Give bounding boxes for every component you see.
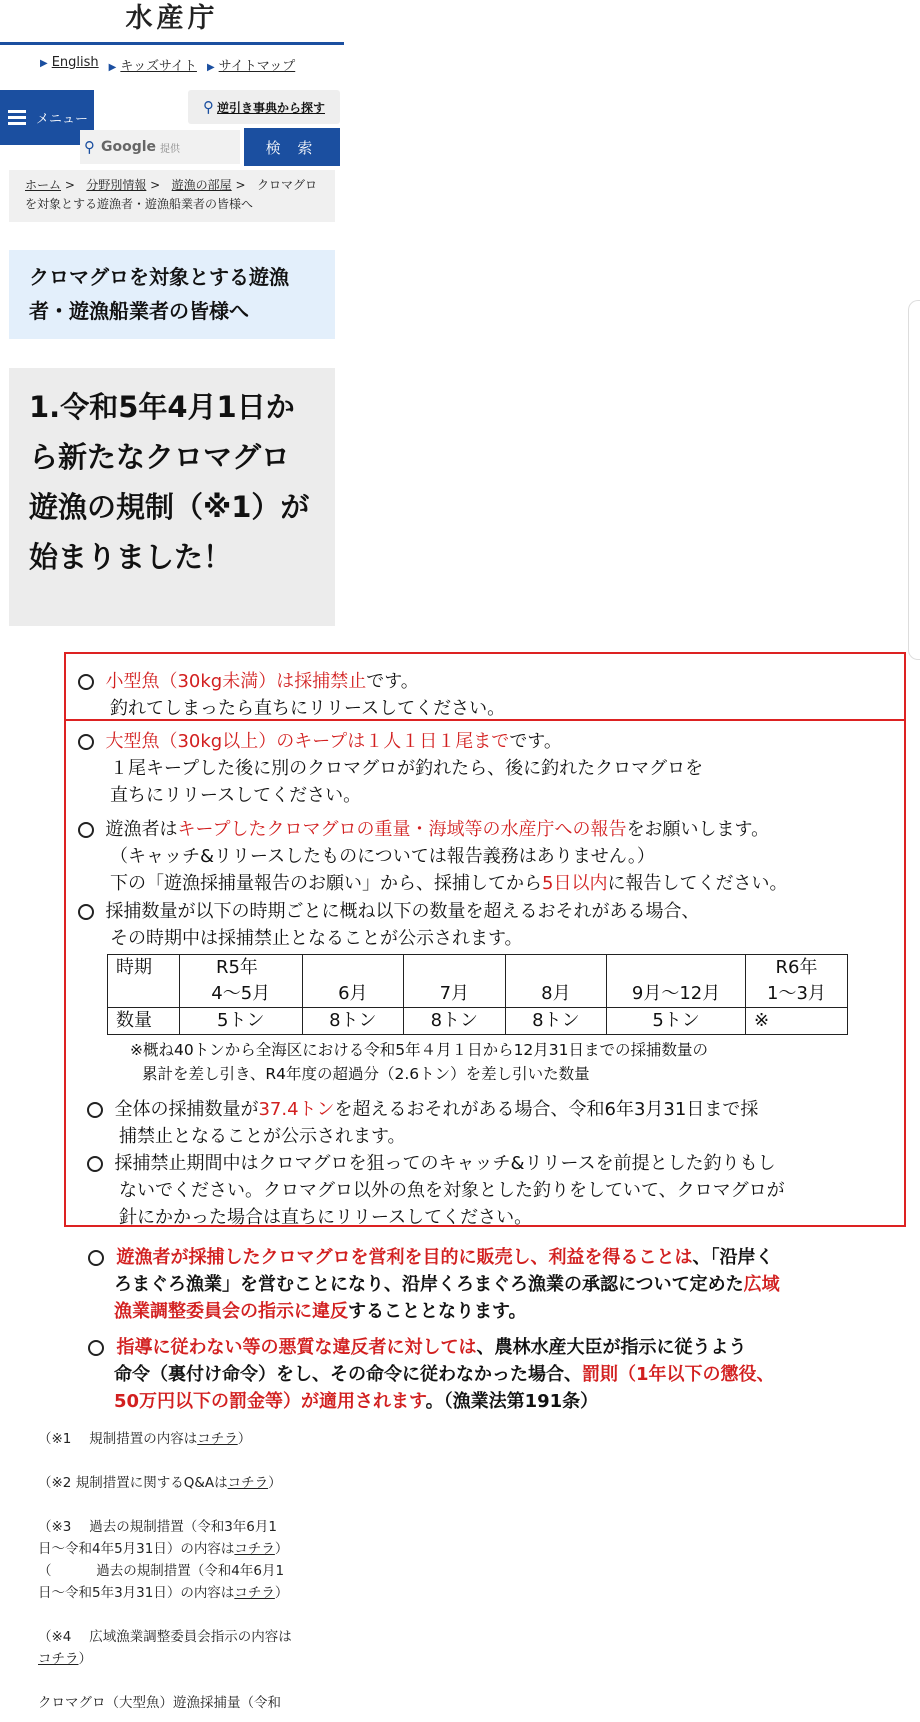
menu-label: メニュー — [36, 112, 89, 127]
footnote-link[interactable]: コチラ — [38, 1651, 79, 1667]
table-cell: ※ — [745, 1008, 847, 1035]
footnote-4: （※4 広域漁業調整委員会指示の内容は コチラ） — [38, 1629, 292, 1667]
link-kids-site[interactable]: ▶ キッズサイト — [108, 59, 197, 74]
circle-bullet-icon — [78, 904, 94, 920]
notice-item: 小型魚（30kg未満）は採捕禁止です。 釣れてしまったら直ちにリリースしてください。 — [78, 668, 505, 722]
circle-bullet-icon — [88, 1340, 104, 1356]
reverse-dictionary-link[interactable]: 逆引き事典から探す — [216, 100, 325, 115]
notice-item-penalty: 指導に従わない等の悪質な違反者に対しては、農林水産大臣が指示に従うよう 命令（裏付け命令）をし、その命令に従わなかった場合、罰則（1年以下の懲役、 50万円以下の罰金等）が適用されます。（漁業法第191条） — [88, 1334, 775, 1415]
notice-item-sales: 遊漁者が採捕したクロマグロを営利を目的に販売し、利益を得ることは、「沿岸く ろまぐろ漁業」を営むことになり、沿岸くろまぐろ漁業の承認について定めた広域 漁業調整委員会の指示に違反することとなります。 — [88, 1244, 780, 1325]
breadcrumb-current: クロマグロを対象とする遊漁者・遊漁船業者の皆様へ — [25, 178, 317, 211]
table-cell: 8トン — [505, 1008, 607, 1035]
table-header-amount: 数量 — [108, 1008, 180, 1035]
link-english[interactable]: ▶ English — [40, 55, 99, 70]
footnote-link[interactable]: コチラ — [227, 1475, 269, 1491]
footnote-5: クロマグロ（大型魚）遊漁採捕量（令和 — [38, 1695, 281, 1711]
breadcrumb-fields[interactable]: 分野別情報 — [86, 178, 147, 192]
footnote-link[interactable]: コチラ — [234, 1541, 275, 1557]
table-cell: 9月～12月 — [607, 955, 746, 1008]
table-cell: 6月 — [302, 955, 404, 1008]
google-label: Google — [101, 139, 157, 155]
search-icon: ⚲ — [202, 98, 214, 116]
site-title[interactable]: 水産庁 — [125, 3, 219, 34]
chevron-right-icon: ▶ — [108, 62, 117, 73]
scrollbar[interactable] — [908, 300, 920, 660]
circle-bullet-icon — [78, 822, 94, 838]
table-cell: 7月 — [404, 955, 506, 1008]
footnote-3: （※3 過去の規制措置（令和3年6月1 日～令和4年5月31日）の内容はコチラ） （ 過去の規制措置（令和4年6月1 日～令和5年3月31日）の内容はコチラ） — [38, 1519, 289, 1601]
header-divider — [0, 42, 344, 45]
breadcrumb-home[interactable]: ホーム — [25, 178, 62, 192]
table-row — [108, 955, 848, 1008]
reverse-dictionary-button[interactable] — [188, 90, 340, 124]
circle-bullet-icon — [78, 674, 94, 690]
footnote-2: （※2 規制措置に関するQ&Aはコチラ） — [38, 1475, 282, 1491]
table-note: ※概ね40トンから全海区における令和5年４月１日から12月31日までの採捕数量の 累計を差し引き、R4年度の超過分（2.6トン）を差し引いた数量 — [130, 1041, 709, 1083]
quota-table — [107, 954, 848, 1035]
notice-item: 遊漁者はキープしたクロマグロの重量・海域等の水産庁への報告をお願いします。 （キャッチ&リリースしたものについては報告義務はありません。） 下の「遊漁採捕量報告のお願い」から、採捕してから5日以内に報告してください。 — [78, 816, 787, 897]
notice-item: 全体の採捕数量が37.4トンを超えるおそれがある場合、令和6年3月31日まで採 捕禁止となることが公示されます。 — [87, 1096, 758, 1150]
hamburger-icon — [8, 107, 26, 128]
table-header-period: 時期 — [108, 955, 180, 1008]
table-cell: 8トン — [404, 1008, 506, 1035]
table-row — [108, 1008, 848, 1035]
footnote-link[interactable]: コチラ — [234, 1585, 275, 1601]
table-cell: 8トン — [302, 1008, 404, 1035]
notice-item: 大型魚（30kg以上）のキープは１人１日１尾までです。 １尾キープした後に別のクロマグロが釣れたら、後に釣れたクロマグロを 直ちにリリースしてください。 — [78, 728, 703, 809]
chevron-right-icon: ▶ — [206, 62, 215, 73]
search-button[interactable]: 検 索 — [244, 128, 340, 166]
table-cell: R6年 1～3月 — [745, 955, 847, 1008]
breadcrumb: ホーム > 分野別情報 > 遊漁の部屋 > クロマグロを対象とする遊漁者・遊漁船業者の皆様へ — [9, 170, 335, 222]
table-cell: 5トン — [607, 1008, 746, 1035]
search-input[interactable] — [80, 130, 240, 164]
table-cell: R5年 4～5月 — [179, 955, 302, 1008]
circle-bullet-icon — [88, 1250, 104, 1266]
section-heading: 1.令和5年4月1日から新たなクロマグロ遊漁の規制（※1）が始まりました！ — [9, 368, 335, 626]
table-cell: 8月 — [505, 955, 607, 1008]
footnote-1: （※1 規制措置の内容はコチラ） — [38, 1431, 252, 1447]
google-provided-label: 提供 — [160, 143, 181, 155]
circle-bullet-icon — [78, 734, 94, 750]
breadcrumb-fishing-room[interactable]: 遊漁の部屋 — [171, 178, 232, 192]
table-cell: 5トン — [179, 1008, 302, 1035]
search-icon: ⚲ — [84, 138, 95, 156]
link-sitemap[interactable]: ▶ サイトマップ — [206, 59, 296, 74]
circle-bullet-icon — [87, 1156, 103, 1172]
page-title: クロマグロを対象とする遊漁者・遊漁船業者の皆様へ — [9, 250, 335, 339]
notice-item: 採捕数量が以下の時期ごとに概ね以下の数量を超えるおそれがある場合、 その時期中は採捕禁止となることが公示されます。 — [78, 898, 699, 952]
notice-item: 採捕禁止期間中はクロマグロを狙ってのキャッチ&リリースを前提とした釣りもし ないでください。クロマグロ以外の魚を対象とした釣りをしていて、クロマグロが 針にかかった場合は直ちにリリースしてください。 — [87, 1150, 785, 1231]
circle-bullet-icon — [87, 1102, 103, 1118]
chevron-right-icon: ▶ — [40, 58, 48, 69]
footnote-link[interactable]: コチラ — [197, 1431, 238, 1447]
top-links — [40, 55, 295, 74]
